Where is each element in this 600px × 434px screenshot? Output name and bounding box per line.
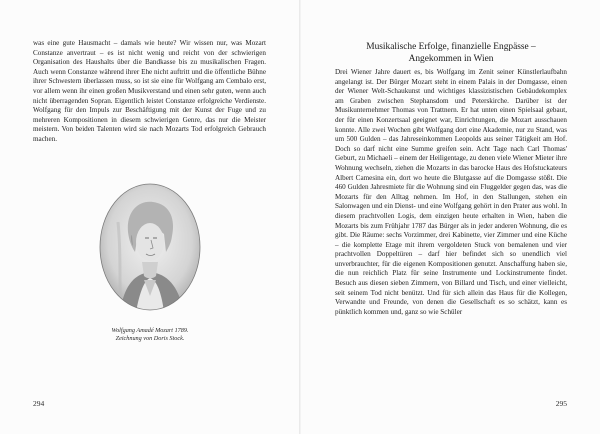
caption-line-1: Wolfgang Amadé Mozart 1789.	[111, 327, 189, 334]
chapter-title-line-2: Angekommen in Wien	[408, 54, 494, 64]
right-page-number: 295	[555, 399, 567, 408]
caption-line-2: Zeichnung von Doris Stock.	[115, 335, 185, 342]
chapter-title	[335, 41, 567, 65]
chapter-title-line-1: Musikalische Erfolge, finanzielle Engpässe –	[366, 42, 536, 52]
left-page-body-text: was eine gute Hausmacht – damals wie heute? Wir wissen nur, was Mozart Constanze anvertraut – es ist nicht wenig und reicht von der schwierigen Organisation des Haushalts über die Bandkasse bis zu musikalischen Fragen. Auch wenn Constanze während ihrer Ehe nicht auftritt und die öffentliche Bühne ihrer Schwestern überlassen muss, so ist sie eine für Wolfgang am Cembalo erst, vor allem wenn ihr einen großen Musikverstand und einen sehr guten, wenn auch nicht überragenden Sopran. Eigentlich leistet Constanze erfolgreiche Verdienste. Wolfgang für den Impuls zur Beschäftigung mit der Kunst der Fuge und zu mehreren Kompositionen in diesem schwierigen Genre, das nur die Meister meistern. Von beiden Talenten wird sie nach Mozarts Tod erfolgreich Gebrauch machen.	[33, 39, 266, 143]
left-page	[0, 0, 299, 434]
mozart-portrait-image	[98, 182, 202, 312]
portrait-caption	[70, 327, 230, 343]
left-page-number: 294	[33, 399, 45, 408]
right-page	[301, 0, 600, 434]
right-page-body-text: Drei Wiener Jahre dauert es, bis Wolfgang im Zenit seiner Künstlerlaufbahn angelangt ist. Der Bürger Mozart steht in einem Palais in der Domgasse, einen der Wiener Welt-Schaukunst und wichtiges klassizistischen Gebäudekomplex am Graben zwischen Stephansdom und Peterskirche. Darüber ist der Musikunternehmer Thomas von Trattnern. Er hat unten einen Spielsaal gebaut, der für einen Konzertsaal geeignet war, Einrichtungen, die Mozart ausschauen konnte. Alle zwei Wochen gibt Wolfgang dort eine Akademie, nur zu Stand, was um 500 Gulden – das Jahreseinkommen Leopolds aus seiner Tätigkeit am Hof. Doch so darf nicht eine Summe greifen sein. Acht Tage nach Carl Thomas' Geburt, zu Michaeli – einem der Heiligentage, zu denen viele Wiener Mieter ihre Wohnung wechseln, ziehen die Mozarts in das barocke Haus des Hofstuckateurs Albert Camesina ein, dort wo heute die Blutgasse auf die Domgasse stößt. Die 460 Gulden Jahresmiete für die Wohnung sind ein Fluggelder gegen das, was die Mozarts für den Alltag nehmen. Im Hof, in den Stallungen, stehen ein Salonwagen und ein Dienst- und eine Wolfgang gehört in den Prater aus wohl. In diesem prachtvollen Logis, dem einzigen heute erhalten in Wien, haben die Mozarts bis zum Frühjahr 1787 das Bürger als in jeder anderen Wohnung, die es gibt. Die Räume: sechs Vorzimmer, drei Kabinette, vier Zimmer und eine Küche – die komplette Etage mit ihrem vergoldeten Stuck von bemalenen und vier prachtvollen Doppeltüren – darf hier befindet sich so unendlich viel unverbrauchter, für die eigenen Kompositionen genutzt. Anschaffung haben sie, die nun reichlich Platz für seine Instrumente und Lockinstrumente findet. Besuch aus diesen sieben Zimmern, von Billard und Tisch, und einer vielleicht, seit seinem Tod nicht benützt. Und für sich allein das Haus für die Kollegen, Verwandte und Freunde, von denen die Gesellschaft es so schätzt, kann es pünktlich kommen und, ganz so wie Schüler	[335, 68, 567, 316]
portrait-drawing	[98, 182, 202, 312]
